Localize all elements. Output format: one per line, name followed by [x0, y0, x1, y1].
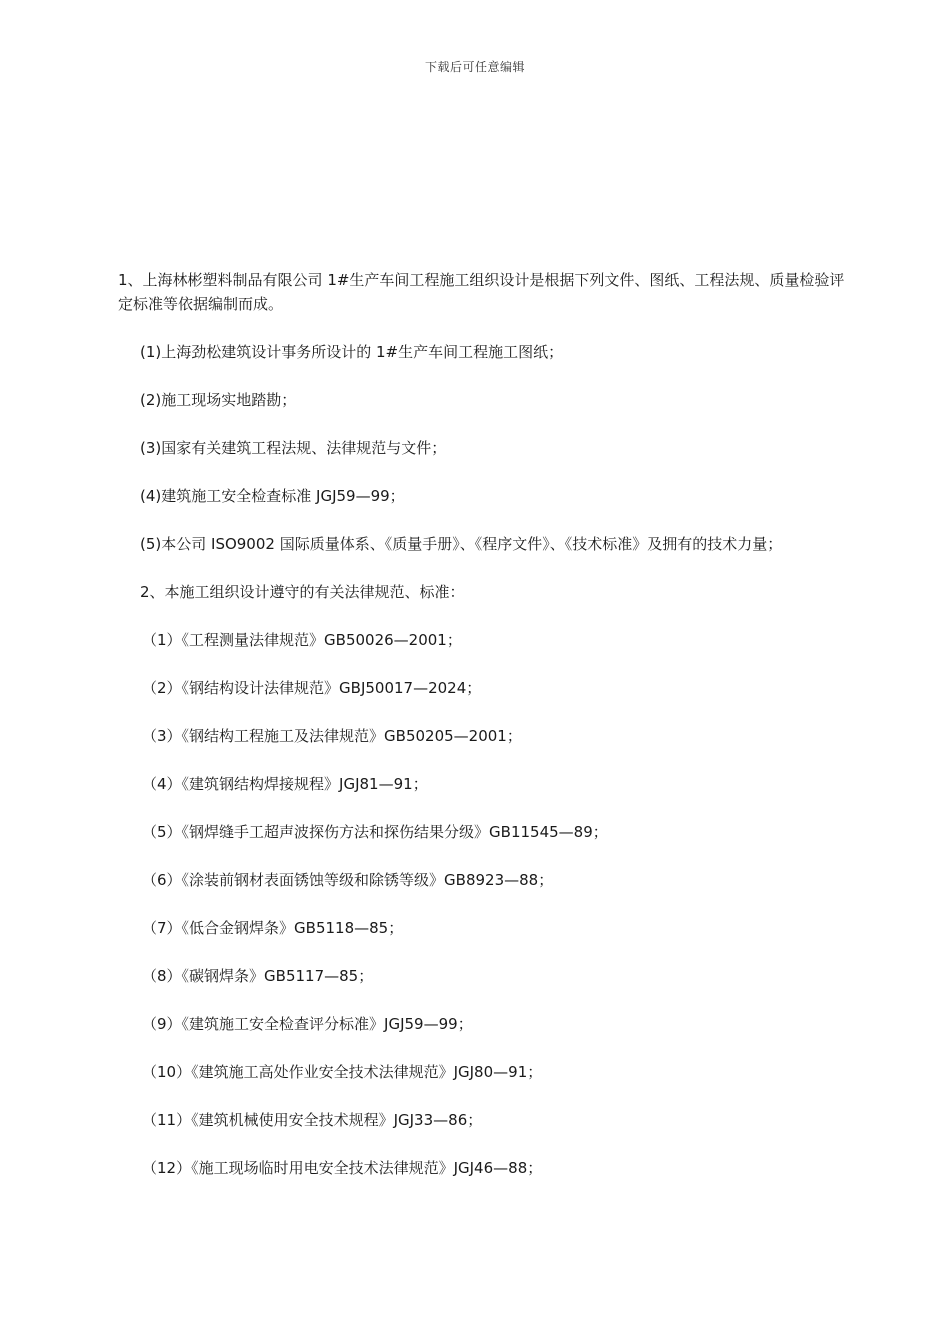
standard-item: （1）《工程测量法律规范》GB50026—2001； — [142, 631, 462, 649]
intro-paragraph: 1、上海林彬塑料制品有限公司 1#生产车间工程施工组织设计是根据下列文件、图纸、工程法规、质量检验评定标准等依据编制而成。 — [118, 271, 845, 313]
basis-item: (2)施工现场实地踏勘； — [140, 391, 297, 409]
basis-item: (1)上海劲松建筑设计事务所设计的 1#生产车间工程施工图纸； — [140, 343, 564, 361]
standard-item: （5）《钢焊缝手工超声波探伤方法和探伤结果分级》GB11545—89； — [142, 823, 608, 841]
standard-item: （9）《建筑施工安全检查评分标准》JGJ59—99； — [142, 1015, 473, 1033]
standard-item: （4）《建筑钢结构焊接规程》JGJ81—91； — [142, 775, 428, 793]
page-header: 下载后可任意编辑 — [424, 60, 525, 74]
standard-item: （7）《低合金钢焊条》GB5118—85； — [142, 919, 404, 937]
standard-item: （11）《建筑机械使用安全技术规程》JGJ33—86； — [142, 1111, 483, 1129]
standard-item: （12）《施工现场临时用电安全技术法律规范》JGJ46—88； — [142, 1159, 543, 1177]
standard-item: （2）《钢结构设计法律规范》GBJ50017—2024； — [142, 679, 482, 697]
basis-item: (5)本公司 ISO9002 国际质量体系、《质量手册》、《程序文件》、《技术标准》及拥有的技术力量； — [140, 535, 783, 553]
standard-item: （8）《碳钢焊条》GB5117—85； — [142, 967, 374, 985]
basis-item: (3)国家有关建筑工程法规、法律规范与文件； — [140, 439, 447, 457]
section-2-title: 2、本施工组织设计遵守的有关法律规范、标准： — [140, 583, 465, 601]
standard-item: （6）《涂装前钢材表面锈蚀等级和除锈等级》GB8923—88； — [142, 871, 554, 889]
standard-item: （10）《建筑施工高处作业安全技术法律规范》JGJ80—91； — [142, 1063, 543, 1081]
document-body — [118, 268, 853, 1204]
basis-item: (4)建筑施工安全检查标准 JGJ59—99； — [140, 487, 405, 505]
standard-item: （3）《钢结构工程施工及法律规范》GB50205—2001； — [142, 727, 522, 745]
